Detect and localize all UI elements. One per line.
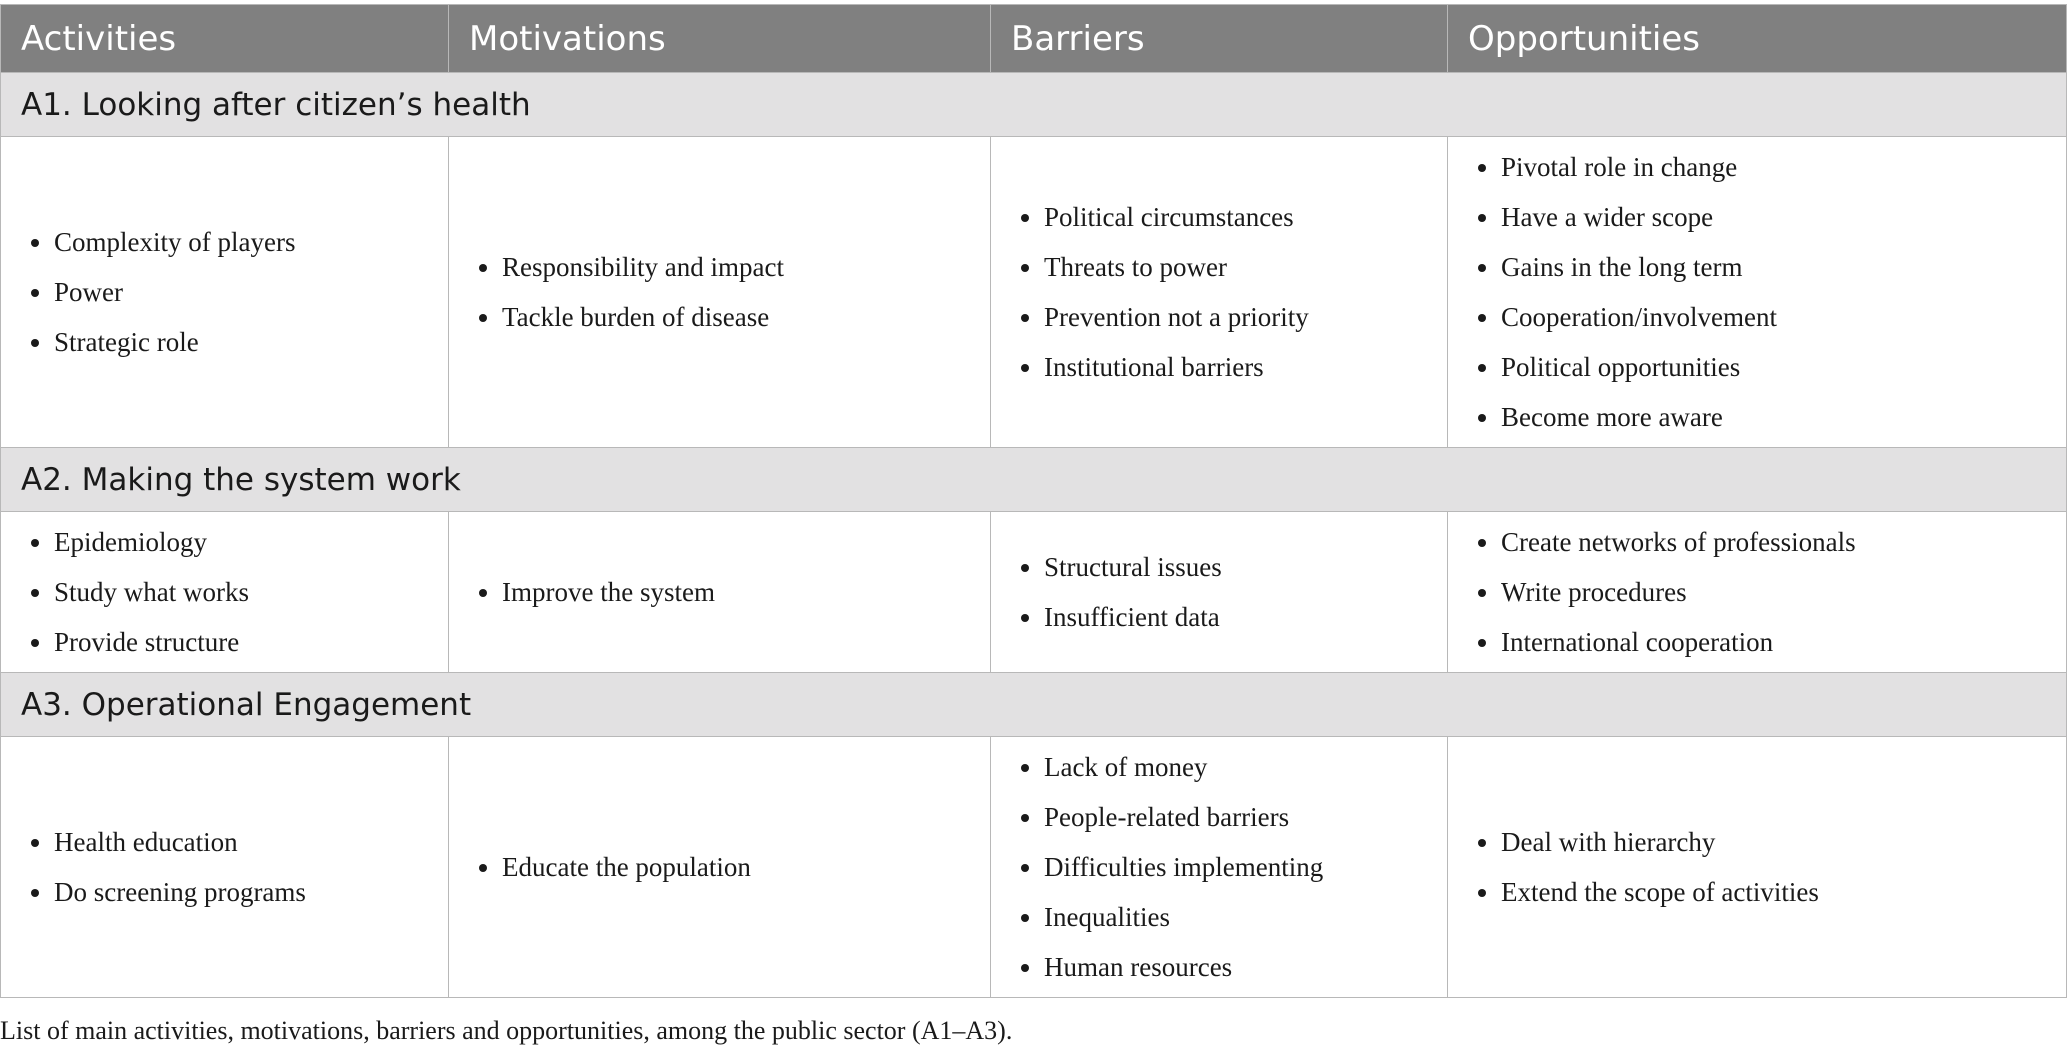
barriers-cell bbox=[991, 737, 1448, 998]
list-item: • International cooperation bbox=[1501, 617, 2066, 667]
opportunities-cell bbox=[1448, 512, 2067, 673]
list-item: • Prevention not a priority bbox=[1044, 292, 1447, 342]
list-item: • Responsibility and impact bbox=[502, 242, 990, 292]
list-item: • Strategic role bbox=[54, 317, 448, 367]
opportunities-list bbox=[1448, 142, 2066, 442]
opportunities-cell bbox=[1448, 737, 2067, 998]
list-item: • Institutional barriers bbox=[1044, 342, 1447, 392]
list-item: • Create networks of professionals bbox=[1501, 517, 2066, 567]
section-row-a2 bbox=[1, 448, 2067, 512]
motivations-list bbox=[449, 242, 990, 342]
motivations-cell bbox=[449, 137, 991, 448]
findings-table bbox=[0, 4, 2067, 998]
list-item: • Political opportunities bbox=[1501, 342, 2066, 392]
list-item: • Power bbox=[54, 267, 448, 317]
list-item: • Study what works bbox=[54, 567, 448, 617]
list-item: • Write procedures bbox=[1501, 567, 2066, 617]
header-barriers: Barriers bbox=[991, 5, 1448, 73]
list-item: • Human resources bbox=[1044, 942, 1447, 992]
header-activities: Activities bbox=[1, 5, 449, 73]
content-row-a2 bbox=[1, 512, 2067, 673]
content-row-a1 bbox=[1, 137, 2067, 448]
header-opportunities: Opportunities bbox=[1448, 5, 2067, 73]
list-item: • Gains in the long term bbox=[1501, 242, 2066, 292]
list-item: • Inequalities bbox=[1044, 892, 1447, 942]
section-title-a2: A2. Making the system work bbox=[1, 448, 2067, 512]
barriers-cell bbox=[991, 137, 1448, 448]
list-item: • Educate the population bbox=[502, 842, 990, 892]
header-motivations: Motivations bbox=[449, 5, 991, 73]
content-row-a3 bbox=[1, 737, 2067, 998]
list-item: • Extend the scope of activities bbox=[1501, 867, 2066, 917]
motivations-cell bbox=[449, 737, 991, 998]
list-item: • Do screening programs bbox=[54, 867, 448, 917]
activities-list bbox=[1, 217, 448, 367]
activities-list bbox=[1, 817, 448, 917]
section-row-a3 bbox=[1, 673, 2067, 737]
activities-cell bbox=[1, 137, 449, 448]
opportunities-list bbox=[1448, 817, 2066, 917]
barriers-list bbox=[991, 742, 1447, 992]
list-item: • Threats to power bbox=[1044, 242, 1447, 292]
activities-list bbox=[1, 517, 448, 667]
list-item: • Insufficient data bbox=[1044, 592, 1447, 642]
list-item: • Have a wider scope bbox=[1501, 192, 2066, 242]
table-caption: List of main activities, motivations, barriers and opportunities, among the public sector (A1–A3). bbox=[0, 1016, 1013, 1045]
motivations-list bbox=[449, 567, 990, 617]
opportunities-cell bbox=[1448, 137, 2067, 448]
barriers-cell bbox=[991, 512, 1448, 673]
list-item: • Complexity of players bbox=[54, 217, 448, 267]
motivations-list bbox=[449, 842, 990, 892]
list-item: • Provide structure bbox=[54, 617, 448, 667]
activities-cell bbox=[1, 512, 449, 673]
list-item: • Pivotal role in change bbox=[1501, 142, 2066, 192]
list-item: • Cooperation/involvement bbox=[1501, 292, 2066, 342]
motivations-cell bbox=[449, 512, 991, 673]
list-item: • Health education bbox=[54, 817, 448, 867]
opportunities-list bbox=[1448, 517, 2066, 667]
list-item: • Epidemiology bbox=[54, 517, 448, 567]
list-item: • Lack of money bbox=[1044, 742, 1447, 792]
barriers-list bbox=[991, 542, 1447, 642]
list-item: • Become more aware bbox=[1501, 392, 2066, 442]
list-item: • Tackle burden of disease bbox=[502, 292, 990, 342]
barriers-list bbox=[991, 192, 1447, 392]
list-item: • Structural issues bbox=[1044, 542, 1447, 592]
list-item: • Deal with hierarchy bbox=[1501, 817, 2066, 867]
list-item: • People-related barriers bbox=[1044, 792, 1447, 842]
section-row-a1 bbox=[1, 73, 2067, 137]
section-title-a3: A3. Operational Engagement bbox=[1, 673, 2067, 737]
list-item: • Political circumstances bbox=[1044, 192, 1447, 242]
list-item: • Improve the system bbox=[502, 567, 990, 617]
activities-cell bbox=[1, 737, 449, 998]
findings-table-container bbox=[0, 4, 2066, 998]
header-row bbox=[1, 5, 2067, 73]
list-item: • Difficulties implementing bbox=[1044, 842, 1447, 892]
section-title-a1: A1. Looking after citizen’s health bbox=[1, 73, 2067, 137]
